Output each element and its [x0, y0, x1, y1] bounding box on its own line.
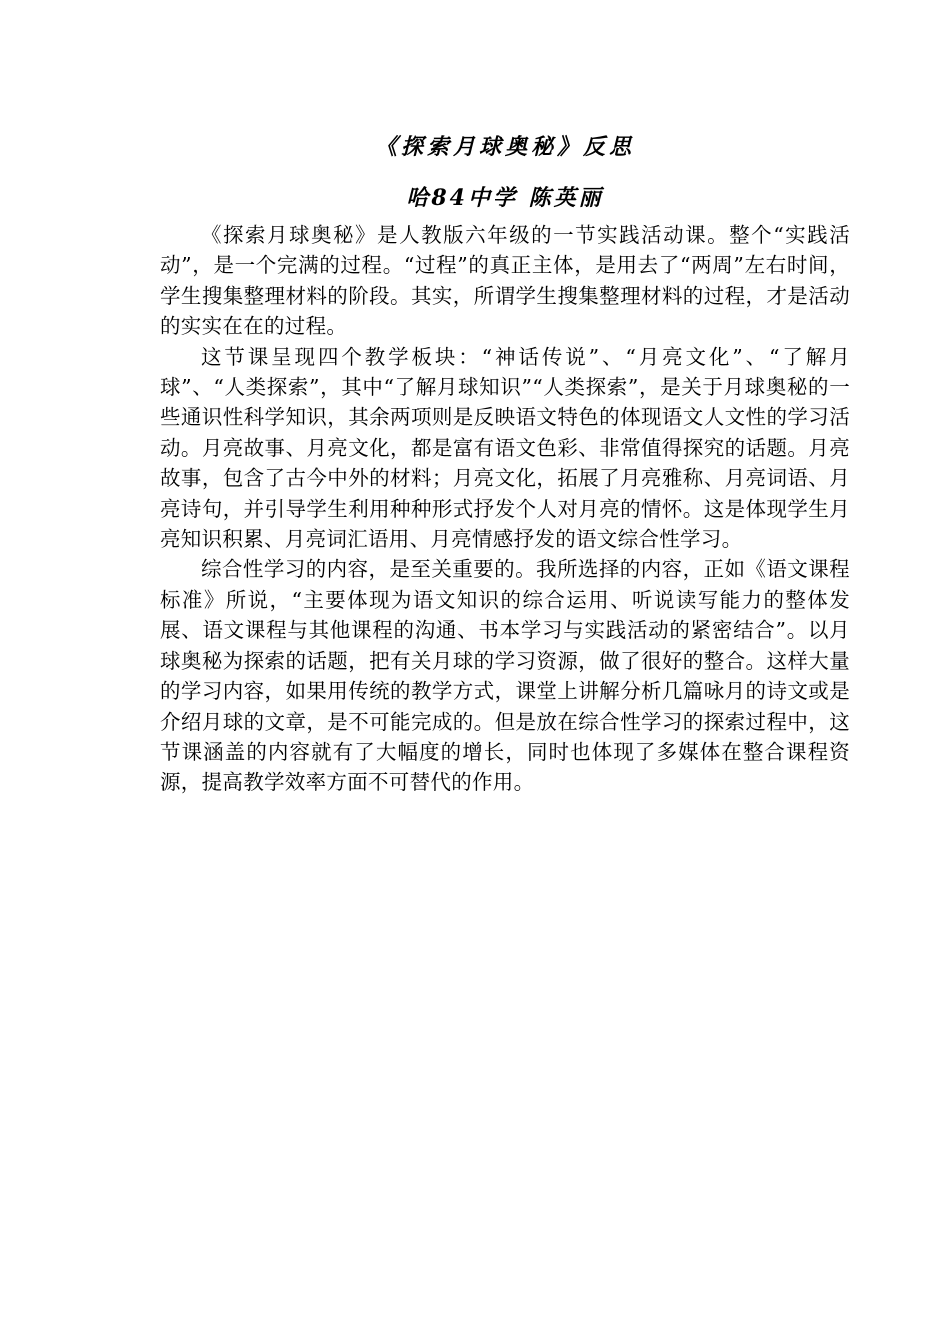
document-author: 哈84中学 陈英丽 — [406, 185, 604, 211]
document-body — [160, 220, 850, 798]
paragraph-2: 这节课呈现四个教学板块：“神话传说”、“月亮文化”、“了解月球”、“人类探索”，其中“了解月球知识”“人类探索”，是关于月球奥秘的一些通识性科学知识，其余两项则是反映语文特色的体现语文人文性的学习活动。月亮故事、月亮文化，都是富有语文色彩、非常值得探究的话题。月亮故事，包含了古今中外的材料；月亮文化，拓展了月亮雅称、月亮词语、月亮诗句，并引导学生利用种种形式抒发个人对月亮的情怀。这是体现学生月亮知识积累、月亮词汇语用、月亮情感抒发的语文综合性学习。 — [160, 344, 850, 552]
paragraph-3: 综合性学习的内容，是至关重要的。我所选择的内容，正如《语文课程标准》所说，“主要体现为语文知识的综合运用、听说读写能力的整体发展、语文课程与其他课程的沟通、书本学习与实践活动的紧密结合”。以月球奥秘为探索的话题，把有关月球的学习资源，做了很好的整合。这样大量的学习内容，如果用传统的教学方式，课堂上讲解分析几篇咏月的诗文或是介绍月球的文章，是不可能完成的。但是放在综合性学习的探索过程中，这节课涵盖的内容就有了大幅度的增长，同时也体现了多媒体在整合课程资源，提高教学效率方面不可替代的作用。 — [160, 557, 850, 795]
paragraph-1: 《探索月球奥秘》是人教版六年级的一节实践活动课。整个“实践活动”，是一个完满的过程。“过程”的真正主体，是用去了“两周”左右时间，学生搜集整理材料的阶段。其实，所谓学生搜集整理材料的过程，才是活动的实实在在的过程。 — [160, 223, 850, 339]
document-title: 《探索月球奥秘》反思 — [374, 134, 635, 160]
